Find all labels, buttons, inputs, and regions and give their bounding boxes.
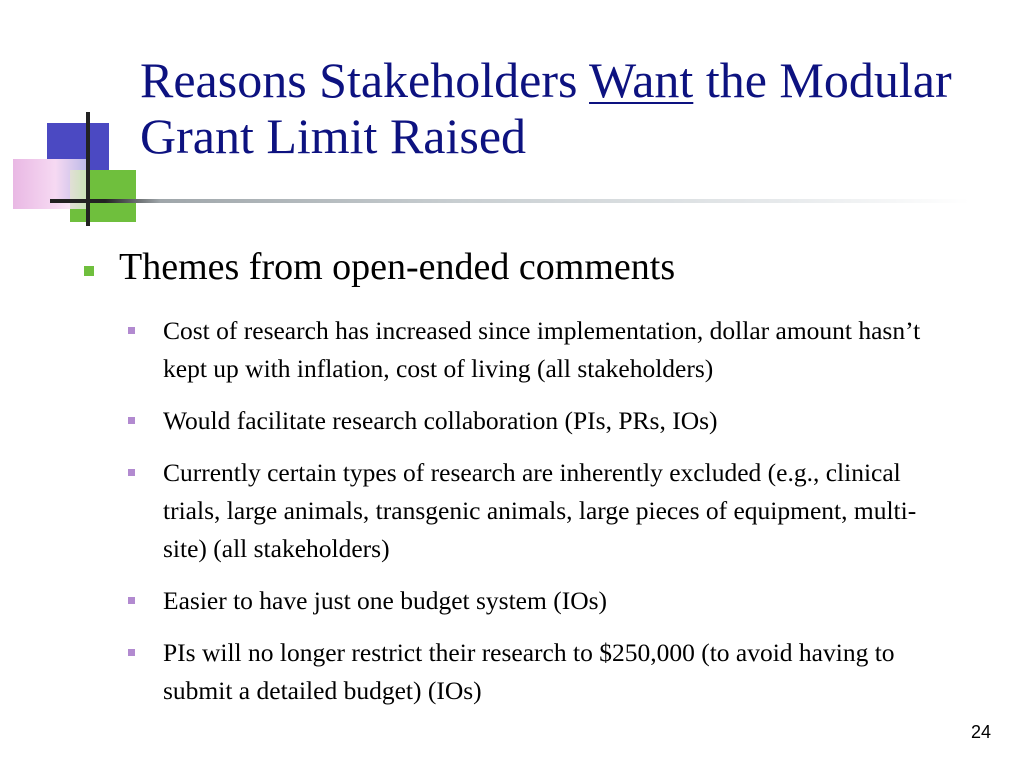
page-number: 24 bbox=[970, 722, 991, 742]
decorative-vertical-line bbox=[86, 112, 90, 226]
sub-bullet-text: Would facilitate research collaboration (PIs, PRs, IOs) bbox=[163, 406, 718, 435]
sub-bullet-item bbox=[128, 402, 948, 440]
sub-bullet-text: Easier to have just one budget system (IOs) bbox=[163, 586, 608, 615]
sub-bullet-list bbox=[128, 312, 948, 724]
main-bullet-item bbox=[80, 243, 980, 291]
square-bullet-icon bbox=[128, 327, 135, 334]
square-bullet-icon bbox=[128, 417, 135, 424]
sub-bullet-item bbox=[128, 634, 948, 710]
title-part-1: Reasons Stakeholders bbox=[140, 52, 590, 108]
sub-bullet-text: Cost of research has increased since implementation, dollar amount hasn’t kept up with inflation, cost of living (all stakeholders) bbox=[163, 316, 921, 383]
title-emphasis: Want bbox=[589, 52, 694, 108]
main-bullet-text: Themes from open-ended comments bbox=[119, 246, 676, 288]
sub-bullet-text: PIs will no longer restrict their research to $250,000 (to avoid having to submit a detailed budget) (IOs) bbox=[163, 638, 895, 705]
sub-bullet-item bbox=[128, 312, 948, 388]
square-bullet-icon bbox=[128, 469, 135, 476]
sub-bullet-item bbox=[128, 454, 948, 568]
sub-bullet-text: Currently certain types of research are inherently excluded (e.g., clinical trials, large animals, transgenic animals, large pieces of equipment, multi-site) (all stakeholders) bbox=[163, 458, 917, 563]
title-part-2: the Modular Grant Limit Raised bbox=[140, 52, 952, 164]
square-bullet-icon bbox=[84, 266, 94, 276]
square-bullet-icon bbox=[128, 597, 135, 604]
sub-bullet-item bbox=[128, 582, 948, 620]
slide-title bbox=[140, 52, 1000, 164]
square-bullet-icon bbox=[128, 649, 135, 656]
title-divider-line bbox=[50, 199, 970, 203]
